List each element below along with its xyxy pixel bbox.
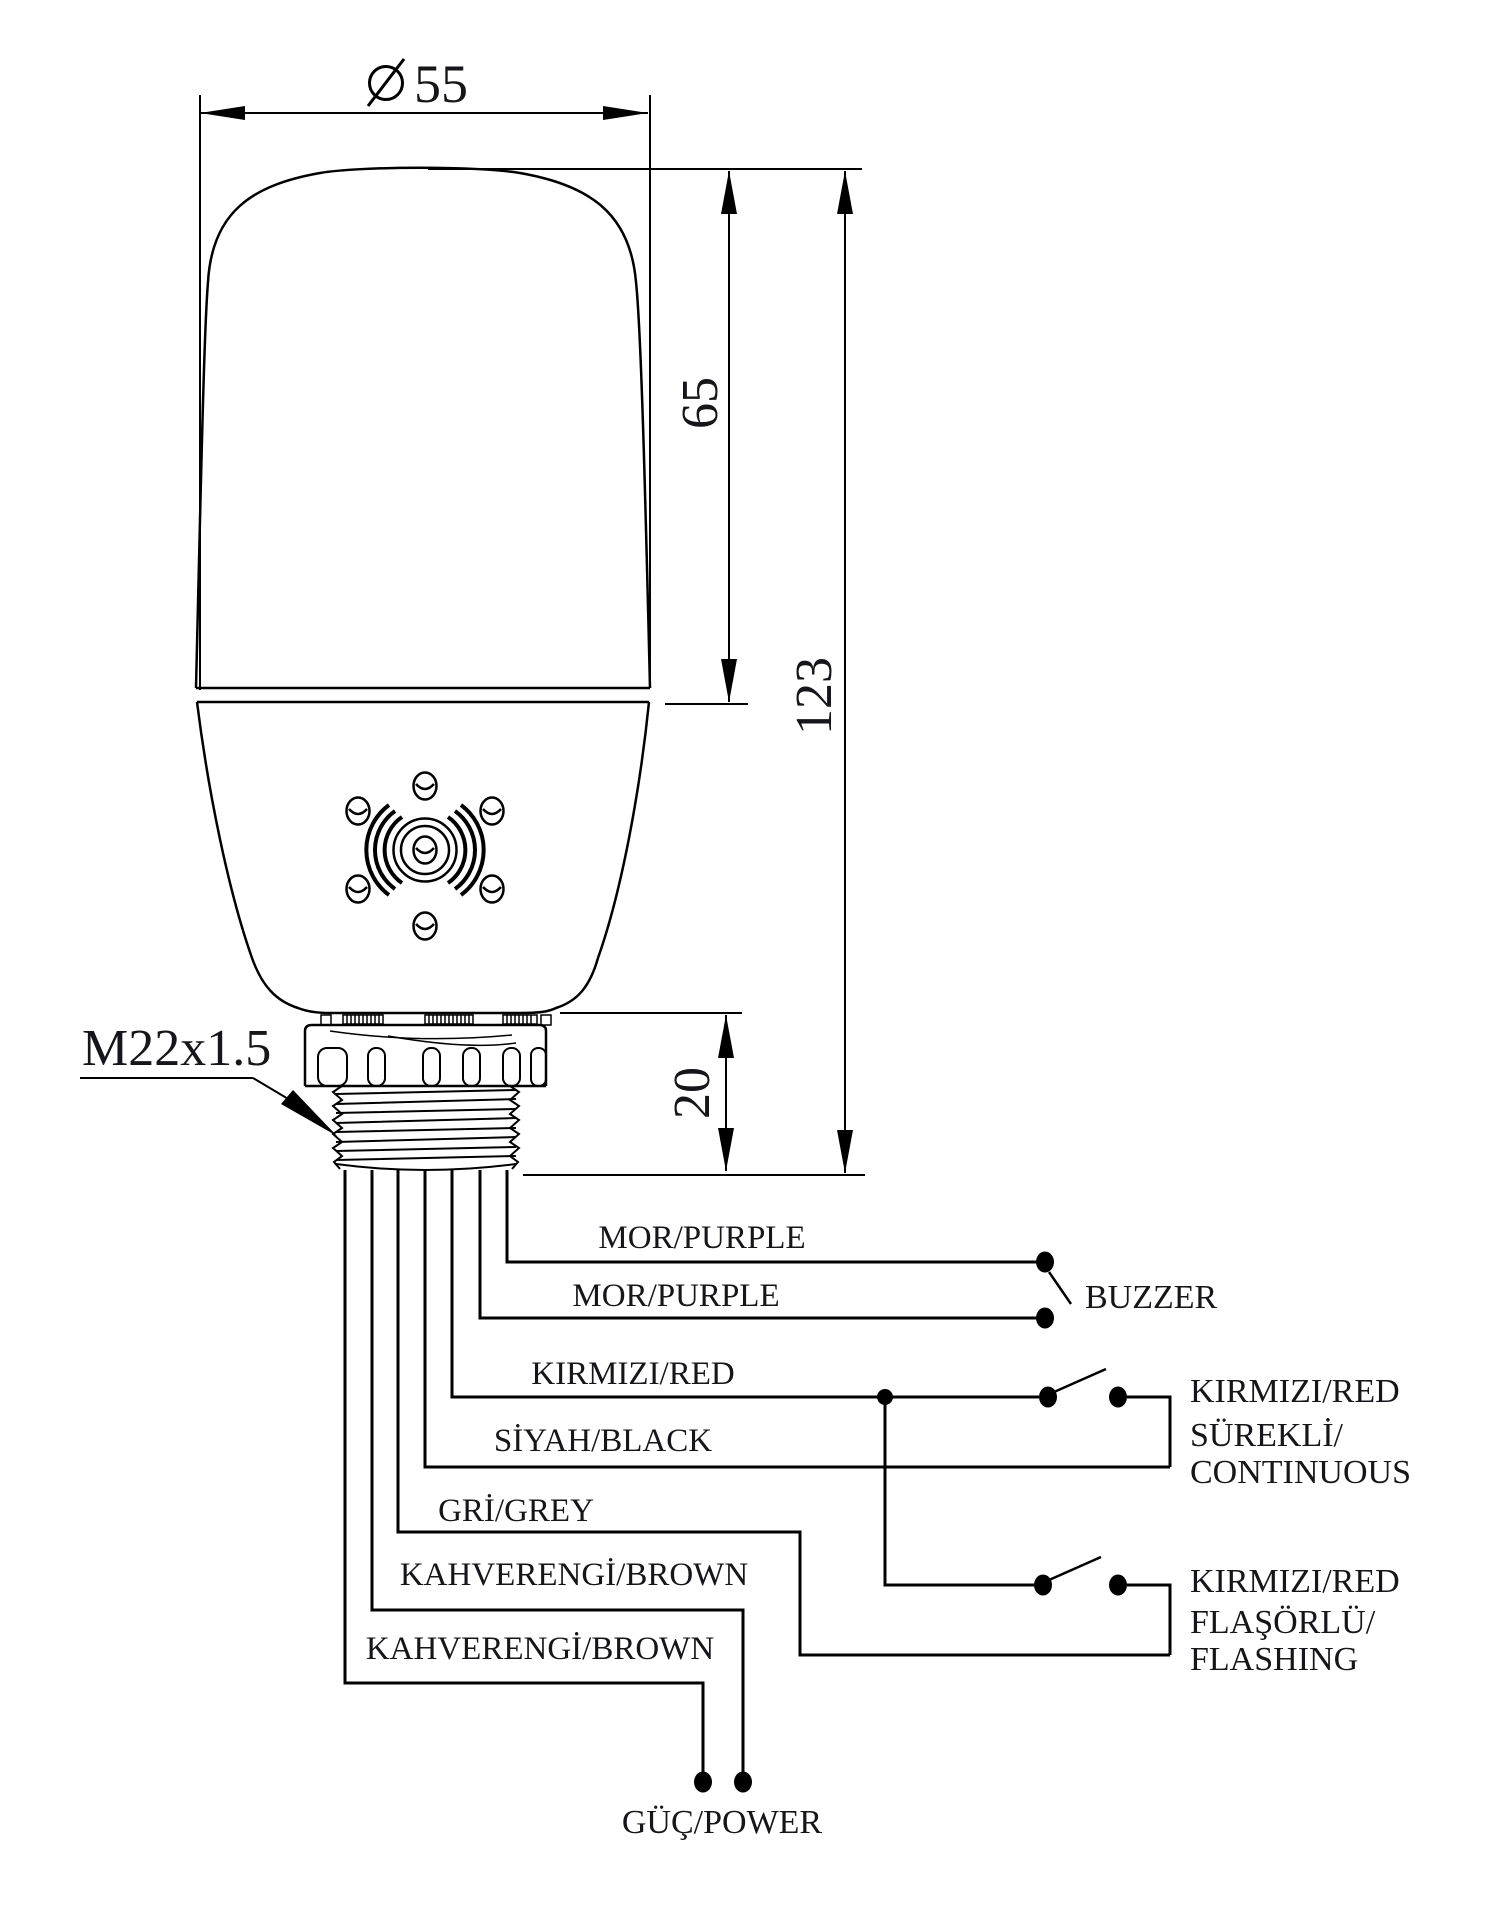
- wire-continuous-loop: [1127, 1397, 1170, 1467]
- annotation-flashing-line2: FLAŞÖRLÜ/: [1190, 1604, 1376, 1641]
- lens-outline: [196, 168, 650, 688]
- wire-label-kahverengi-brown-2: KAHVERENGİ/BROWN: [365, 1631, 715, 1667]
- arrow-down-icon: [721, 659, 737, 702]
- arrow-up-icon: [837, 171, 853, 214]
- dim-diameter: [200, 54, 650, 690]
- arrow-down-icon: [718, 1128, 734, 1171]
- terminals-and-switches: [694, 1252, 1127, 1793]
- power-terminal-dot: [694, 1772, 712, 1793]
- power-terminal-dot: [734, 1772, 752, 1793]
- serration-ticks: [343, 1015, 537, 1024]
- wire-label-siyah-black: SİYAH/BLACK: [493, 1423, 713, 1459]
- buzzer-hole: [347, 798, 370, 825]
- annotation-power: GÜÇ/POWER: [621, 1804, 823, 1841]
- thread-spec-label: M22x1.5: [82, 1020, 272, 1077]
- annotation-continuous-line1: KIRMIZI/RED: [1190, 1373, 1400, 1410]
- wire-branch-flashing: [885, 1397, 1036, 1585]
- annotation-continuous-line3: CONTINUOUS: [1190, 1454, 1411, 1491]
- base-serration-band: [321, 1015, 551, 1025]
- annotation-continuous-group: [1190, 1373, 1411, 1491]
- wire-label-mor-purple-2: MOR/PURPLE: [572, 1278, 780, 1314]
- buzzer-hole: [347, 876, 370, 903]
- junction-dot: [877, 1389, 893, 1405]
- wire-label-gri-grey: GRİ/GREY: [438, 1493, 594, 1529]
- annotation-flashing-line3: FLASHING: [1190, 1641, 1359, 1678]
- buzzer-icon: [347, 773, 504, 940]
- mounting-nut: [305, 1025, 546, 1086]
- thread: [333, 1086, 519, 1170]
- dim-thread-height: [523, 1013, 865, 1175]
- dim-lens-height-value: 65: [672, 377, 729, 429]
- arrow-left-icon: [200, 106, 245, 120]
- buzzer-center-speaker: [394, 819, 457, 882]
- nut-teeth: [318, 1048, 546, 1086]
- wire-label-kirmizi-red: KIRMIZI/RED: [531, 1356, 735, 1392]
- switch-flashing-lever: [1049, 1557, 1101, 1580]
- arrow-down-icon: [837, 1130, 853, 1173]
- annotation-continuous-line2: SÜREKLİ/: [1190, 1417, 1343, 1454]
- dim-lens-height: [428, 169, 862, 704]
- switch-continuous-lever: [1054, 1369, 1106, 1392]
- dim-diameter-value: 55: [414, 54, 468, 114]
- arrow-up-icon: [721, 171, 737, 214]
- terminal-dot: [1109, 1575, 1127, 1596]
- dim-thread-height-value: 20: [664, 1067, 721, 1119]
- terminal-dot: [1036, 1252, 1054, 1273]
- lens-separator: [196, 688, 650, 702]
- arrow-up-icon: [718, 1015, 734, 1058]
- annotation-flashing-line1: KIRMIZI/RED: [1190, 1563, 1400, 1600]
- annotation-flashing-group: [1190, 1563, 1400, 1678]
- buzzer-hole: [414, 913, 437, 940]
- terminal-dot: [1034, 1575, 1052, 1596]
- annotation-buzzer: BUZZER: [1085, 1279, 1218, 1316]
- dim-total-height-value: 123: [786, 657, 843, 735]
- leader-arrowhead-icon: [281, 1090, 337, 1136]
- dim-total-height: [786, 171, 853, 1173]
- arrow-right-icon: [603, 106, 648, 120]
- body-outline: [197, 702, 649, 1013]
- switch-buzzer-lever: [1049, 1272, 1071, 1304]
- buzzer-hole: [481, 876, 504, 903]
- terminal-dot: [1109, 1387, 1127, 1408]
- diameter-symbol-icon: [368, 59, 404, 106]
- wire-label-kahverengi-brown-1: KAHVERENGİ/BROWN: [399, 1557, 749, 1593]
- terminal-dot: [1039, 1387, 1057, 1408]
- thread-spec-callout: [80, 1020, 337, 1136]
- wire-label-mor-purple-1: MOR/PURPLE: [598, 1220, 806, 1256]
- wire-flashing-loop: [1127, 1585, 1170, 1655]
- terminal-dot: [1036, 1308, 1054, 1329]
- buzzer-hole: [414, 773, 437, 800]
- buzzer-hole: [481, 798, 504, 825]
